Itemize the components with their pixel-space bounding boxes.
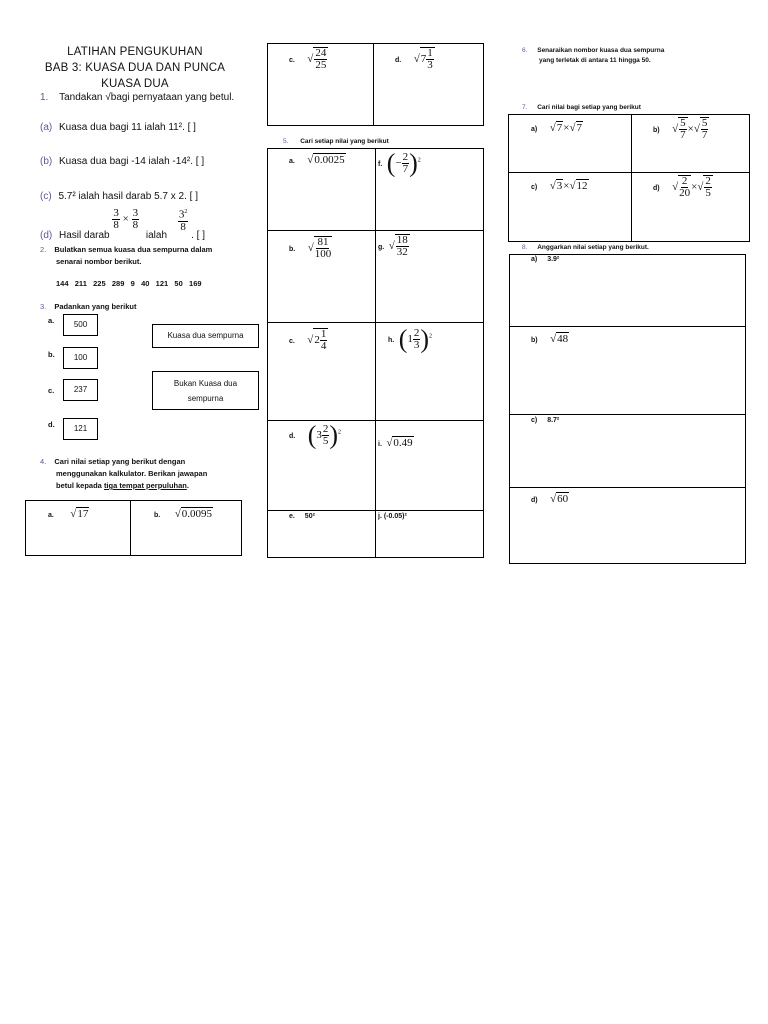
- q6-heading: [522, 46, 664, 66]
- q3-box2-line1: Bukan Kuasa dua: [173, 379, 238, 388]
- q6-text-1: Senaraikan nombor kuasa dua sempurna: [537, 47, 665, 54]
- q1-a-label: (a): [40, 122, 53, 133]
- q1-text: Tandakan √bagi pernyataan yang betul.: [59, 92, 235, 103]
- q5-text: Cari setiap nilai yang berikut: [300, 138, 389, 145]
- q5-cell-f: f. (− $\frac{2}{7}$ )$^2$: [378, 148, 421, 178]
- q4-cell-divider: [130, 500, 131, 556]
- q3-a-value: 500: [73, 320, 88, 329]
- q2-number: 2.: [40, 245, 47, 254]
- q3-category-perfect: [152, 324, 259, 348]
- q5-cell-h: h. (1 $\frac{2}{3}$ )$^2$: [388, 324, 433, 354]
- q4-a-value: 17: [77, 508, 89, 520]
- q5-cell-c: c. √2 $\frac{1}{4}$: [289, 328, 327, 352]
- q5-top-cell-d: d. √7 $\frac{1}{3}$: [395, 47, 433, 71]
- q1-c-label: (c): [40, 191, 52, 202]
- q7-number: 7.: [522, 104, 528, 111]
- q3-heading: [40, 302, 136, 311]
- q4-cell-a: a. √17: [48, 508, 89, 520]
- q3-b-box: [63, 347, 98, 369]
- q3-d-label: d.: [48, 420, 55, 429]
- q1-b: [40, 156, 204, 167]
- q3-b-label: b.: [48, 350, 55, 359]
- q5-cell-g: g. √ $\frac{18}{32}$: [378, 234, 408, 258]
- q1-d-mid: ialah: [145, 230, 168, 242]
- q4-text-3: betul kepada: [56, 481, 104, 490]
- q8-cell-a: a) 3.9²: [531, 256, 560, 263]
- q7-cell-b: b) √ $\frac{5}{7}$ ×√ $\frac{5}{7}$: [653, 117, 708, 141]
- q1-d-result: $\frac{3^2}{8}$: [178, 208, 188, 233]
- q3-d-value: 121: [73, 424, 88, 433]
- q7-cell-a: a) √7×√7: [531, 122, 582, 134]
- q7-cell-c: c) √3×√12: [531, 180, 588, 192]
- q4-text-1: Cari nilai setiap yang berikut dengan: [54, 457, 186, 466]
- q7-heading: [522, 104, 641, 111]
- q8-text: Anggarkan nilai setiap yang berikut.: [537, 244, 649, 251]
- q3-c-box: [63, 379, 98, 401]
- q4-text-3-underlined: tiga tempat perpuluhan: [103, 481, 187, 490]
- q5-cell-d: d. (3 $\frac{2}{5}$ )$^2$: [289, 420, 342, 450]
- q1-d-post: . [ ]: [191, 230, 205, 242]
- q3-box1-text: Kuasa dua sempurna: [167, 331, 244, 340]
- q6-text-2: yang terletak di antara 11 hingga 50.: [539, 57, 651, 64]
- q1-d-label: (d): [40, 230, 53, 242]
- q4-heading: 4. Cari nilai setiap yang berikut dengan menggunakan kalkulator. Berikan jawapan betul kepada tiga tempat perpuluhan.: [40, 457, 208, 490]
- q3-d-box: [63, 418, 98, 440]
- q5-cell-a: a. √0.0025: [289, 154, 345, 166]
- q3-b-value: 100: [73, 353, 88, 362]
- q3-a-box: [63, 314, 98, 336]
- q5-heading: [283, 138, 389, 145]
- q3-c-label: c.: [48, 386, 55, 395]
- q1-c: [40, 191, 198, 202]
- q3-box2-line2: sempurna: [187, 394, 224, 403]
- q8-cell-b: b) √48: [531, 333, 569, 345]
- q3-text: Padankan yang berikut: [54, 302, 137, 311]
- q5-cell-j: j. (-0.05)²: [378, 513, 407, 520]
- worksheet-title: [30, 44, 240, 92]
- q5-top-cell-c: c. √ $\frac{24}{25}$: [289, 47, 327, 71]
- q8-cell-c: c) 8.7²: [531, 417, 560, 424]
- q5-cell-i: i. √0.49: [378, 437, 413, 449]
- q1-a-text: Kuasa dua bagi 11 ialah 11². [ ]: [59, 122, 196, 133]
- q7-cell-d: d) √ $\frac{2}{20}$ ×√ $\frac{2}{5}$: [653, 175, 711, 199]
- q1-d: [40, 203, 205, 242]
- q4-a-label: a.: [48, 512, 54, 519]
- q1-c-text: 5.7² ialah hasil darab 5.7 x 2. [ ]: [58, 191, 198, 202]
- q1-d-pre: Hasil darab: [59, 230, 110, 242]
- q3-a-label: a.: [48, 316, 55, 325]
- q1-b-text: Kuasa dua bagi -14 ialah -14². [ ]: [59, 156, 205, 167]
- q4-text-2: menggunakan kalkulator. Berikan jawapan: [56, 469, 208, 478]
- q5-cell-e: e. 50²: [289, 513, 315, 520]
- q1-heading: [40, 92, 234, 103]
- q7-text: Cari nilai bagi setiap yang berikut: [537, 104, 641, 111]
- q4-number: 4.: [40, 457, 47, 466]
- q8-heading: [522, 244, 649, 251]
- q3-category-not-perfect: [152, 371, 259, 410]
- title-line-1: LATIHAN PENGUKUHAN: [67, 46, 203, 58]
- q8-table: [509, 254, 746, 564]
- q8-cell-d: d) √60: [531, 493, 569, 505]
- q1-a: [40, 122, 196, 133]
- q2-text-1: Bulatkan semua kuasa dua sempurna dalam: [54, 245, 213, 254]
- title-line-2: BAB 3: KUASA DUA DAN PUNCA: [44, 62, 226, 74]
- q2-number-list: 144 211 225 289 9 40 121 50 169: [56, 279, 202, 288]
- q8-number: 8.: [522, 244, 528, 251]
- q5-number: 5.: [283, 138, 289, 145]
- q3-c-value: 237: [73, 385, 88, 394]
- q3-number: 3.: [40, 302, 47, 311]
- q6-number: 6.: [522, 47, 528, 54]
- q1-d-product: $\frac{3}{8}$ × $\frac{3}{8}$: [113, 207, 139, 232]
- title-line-3: KUASA DUA: [101, 78, 169, 90]
- q4-b-value: 0.0095: [181, 508, 212, 520]
- q1-b-label: (b): [40, 156, 53, 167]
- q2-text-2: senarai nombor berikut.: [56, 257, 142, 266]
- q1-number: 1.: [40, 92, 49, 103]
- q4-cell-b: b. √0.0095: [154, 508, 212, 520]
- q5-cell-b: b. √ $\frac{81}{100}$: [289, 236, 332, 260]
- q2-heading: [40, 244, 212, 268]
- q4-b-label: b.: [154, 512, 161, 519]
